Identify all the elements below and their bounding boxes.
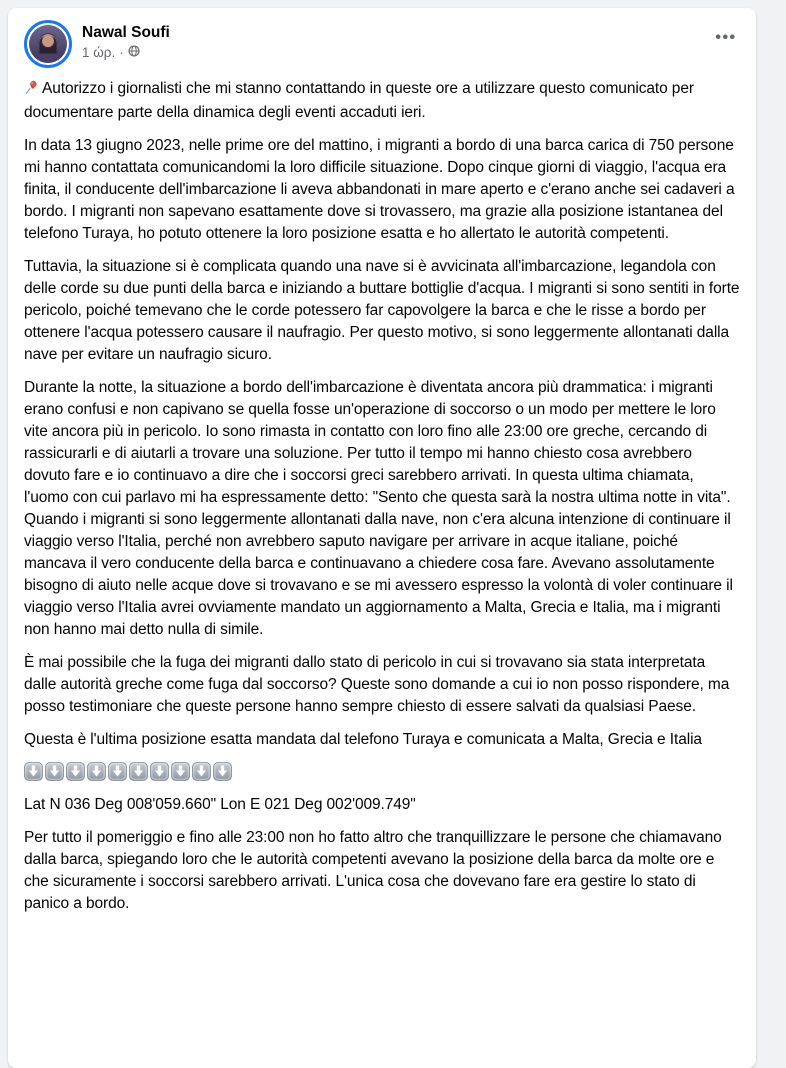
post-text <box>8 68 756 915</box>
down-arrow-emoji <box>66 762 85 781</box>
post-paragraph: Questa è l'ultima posizione esatta mandata dal telefono Turaya e comunicata a Malta, Grecia e Italia <box>24 731 702 748</box>
post-header <box>8 8 756 68</box>
post-paragraph: In data 13 giugno 2023, nelle prime ore del mattino, i migranti a bordo di una barca carica di 750 persone mi hanno contattata comunicandomi la loro difficile situazione. Dopo cinque giorni di viaggio, l'acqua era finita, il conducente dell'imbarcazione li aveva abbandonati in mare aperto e c'erano anche sei cadaveri a bordo. I migranti non sapevano esattamente dove si trovassero, ma grazie alla posizione istantanea del telefono Turaya, ho potuto ottenere la loro posizione esatta e ho allertato le autorità competenti. <box>24 137 735 242</box>
down-arrow-emoji <box>24 762 43 781</box>
down-arrow-emoji <box>45 762 64 781</box>
down-arrow-emoji <box>213 762 232 781</box>
facebook-post-card <box>8 8 756 1068</box>
post-paragraph: Durante la notte, la situazione a bordo dell'imbarcazione è diventata ancora più drammatica: i migranti erano confusi e non capivano se quella fosse un'operazione di soccorso o un modo per mettere le loro vite ancora più in pericolo. Io sono rimasta in contatto con loro fino alle 23:00 ore greche, cercando di rassicurarli e di aiutarli a trovare una soluzione. Per tutto il tempo mi hanno chiesto cosa avrebbero dovuto fare e io continuavo a dire che i soccorsi greci sarebbero arrivati. In questa ultima chiamata, l'uomo con cui parlavo mi ha espressamente detto: "Sento che questa sarà la nostra ultima notte in vita". Quando i migranti si sono leggermente allontanati dalla nave, non c'era alcuna intenzione di continuare il viaggio verso l'Italia, perché non avrebbero saputo navigare per arrivare in acque italiane, poiché mancava il vero conducente della barca e continuavano a chiedere cosa fare. Avevano assolutamente bisogno di aiuto nelle acque dove si trovavano e se mi avessero espresso la volontà di voler continuare il viaggio verso l'Italia avrei ovviamente mandato un aggiornamento a Malta, Grecia e Italia, ma i migranti non hanno mai detto nulla di simile. <box>24 379 733 638</box>
down-arrow-emoji-row <box>24 762 740 781</box>
position-time-line: Lat N 036 Deg 008'059.660" Lon E 021 Deg 002'009.749" <box>24 796 416 813</box>
meta-separator: · <box>119 45 124 60</box>
post-paragraph: Tuttavia, la situazione si è complicata quando una nave si è avvicinata all'imbarcazione, legandola con delle corde su due punti della barca e iniziando a buttare bottiglie d'acqua. I migranti si sono sentiti in forte pericolo, poiché temevano che le corde potessero far capovolgere la barca e che le risse a bordo per ottenere l'acqua potessero causare il naufragio. Per questo motivo, si sono leggermente allontanati dalla nave per evitare un naufragio sicuro. <box>24 258 740 363</box>
post-paragraph: Autorizzo i giornalisti che mi stanno contattando in queste ore a utilizzare questo comunicato per documentare parte della dinamica degli eventi accaduti ieri. <box>24 80 694 121</box>
author-name[interactable]: Nawal Soufi <box>82 24 170 41</box>
down-arrow-emoji <box>150 762 169 781</box>
down-arrow-emoji <box>171 762 190 781</box>
coordinates-line: Per tutto il pomeriggio e fino alle 23:00 non ho fatto altro che tranquillizzare le persone che chiamavano dalla barca, spiegando loro che le autorità competenti avevano la posizione della barca da molte ore e che sicuramente i soccorsi sarebbero arrivati. L'unica cosa che dovevano fare era gestire lo stato di panico a bordo. <box>24 829 722 912</box>
down-arrow-emoji <box>87 762 106 781</box>
down-arrow-emoji <box>108 762 127 781</box>
timestamp[interactable]: 1 ώρ. <box>82 45 116 60</box>
down-arrow-emoji <box>129 762 148 781</box>
more-options-button[interactable]: ••• <box>715 29 737 46</box>
avatar[interactable] <box>24 20 72 68</box>
globe-icon <box>128 44 140 62</box>
profile-photo <box>29 25 67 63</box>
down-arrow-emoji <box>192 762 211 781</box>
pushpin-emoji <box>24 80 39 102</box>
post-paragraph: È mai possibile che la fuga dei migranti dallo stato di pericolo in cui si trovavano sia stata interpretata dalle autorità greche come fuga dal soccorso? Queste sono domande a cui io non posso rispondere, ma posso testimoniare che queste persone hanno sempre chiesto di essere salvati da qualsiasi Paese. <box>24 654 730 715</box>
